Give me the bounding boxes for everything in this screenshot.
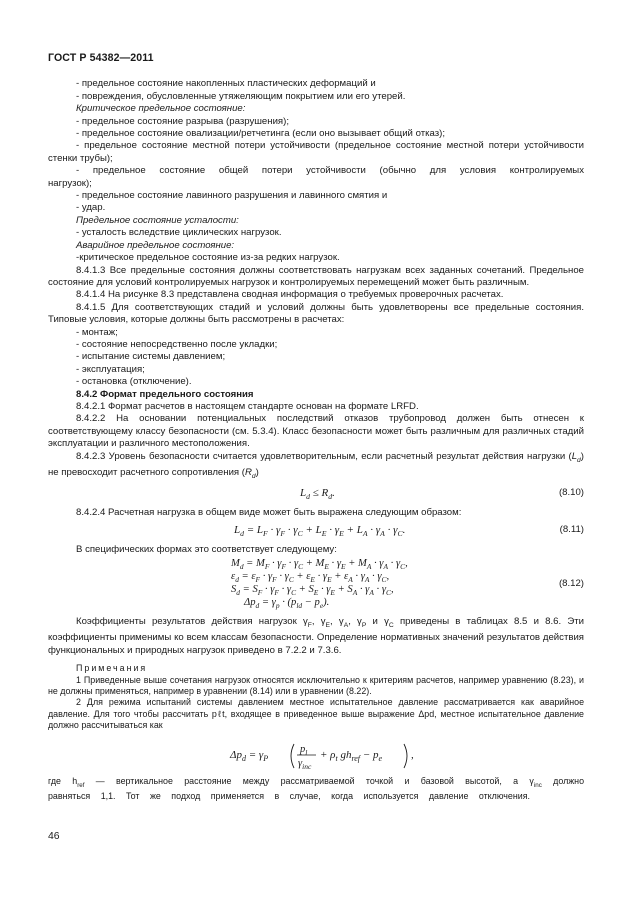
document-page: [48, 52, 584, 802]
text-line: -критическое предельное состояние из-за редких нагрузок.: [76, 252, 340, 264]
text-line: - предельное состояние накопленных пластических деформаций и: [76, 78, 376, 90]
notes-title: Примечания: [76, 663, 148, 674]
formula-expression: $L_d \le R_d$.: [300, 487, 335, 502]
text-line: - удар.: [76, 202, 106, 214]
formula-line: $M_d = M_F \cdot \gamma_F \cdot \gamma_C + M_E \cdot \gamma_E + M_A \cdot \gamma_A \cdot \gamma_C$,: [231, 558, 408, 572]
paragraph-specific-forms: В специфических формах это соответствует следующему:: [76, 543, 337, 555]
paragraph-8-4-1-4: 8.4.1.4 На рисунке 8.3 представлена сводная информация о требуемых проверочных расчетах.: [76, 289, 504, 301]
text-line: - предельное состояние местной потери устойчивости (предельное состояние местной потери устойчивости стенки трубы);: [48, 140, 584, 164]
paragraph-8-4-2-4: 8.4.2.4 Расчетная нагрузка в общем виде может быть выражена следующим образом:: [76, 507, 462, 519]
text-line: - предельное состояние разрыва (разрушения);: [76, 115, 289, 127]
text-line: - усталость вследствие циклических нагрузок.: [76, 227, 282, 239]
list-item: - монтаж;: [76, 326, 118, 338]
formula-number: (8.12): [558, 578, 584, 590]
svg-text:+ ρt ghref − pe: + $\rho_t$ $gh_{ref} - p_e$: [320, 748, 383, 763]
paragraph-8-4-2-2: 8.4.2.2 На основании потенциальных последствий отказов трубопровод должен быть отнесен к соответствующему классу безопасности (см. 5.3.4). Класс безопасности может быть различным для различных стадий эксплуатации и различного местоположения.: [48, 413, 584, 450]
formula-8-10: [48, 487, 584, 501]
text-line: - предельное состояние общей потери устойчивости (обычно для условия контролируемых нагрузок);: [48, 165, 584, 189]
formula-test-pressure: [48, 736, 584, 772]
note-2: 2 Для режима испытаний системы давлением местное испытательное давление рассматривается как аварийное давление. Для того чтобы рассчитать pℓt, входящее в приведенное выше выражение Δpd, местное испытательное давление должно рассчитываться как: [48, 697, 584, 731]
paragraph-8-4-2-1: 8.4.2.1 Формат расчетов в настоящем стандарте основан на формате LRFD.: [76, 400, 419, 412]
note-2-where: где $h_{ref}$ — вертикальное расстояние между рассматриваемой точкой и базовой высотой, а $\gamma_{inc}$ должно равняться 1,1. Тот же подход применяется в случае, когда используется давление отключения.: [48, 775, 585, 801]
note-1: 1 Приведенные выше сочетания нагрузок относятся исключительно к критериям расчетов, например уравнению (8.23), и не должны применяться, например в уравнении (8.14) или в уравнении (8.22).: [48, 674, 584, 696]
list-item: - эксплуатация;: [76, 363, 145, 375]
page-number: 46: [48, 831, 60, 842]
list-item: - остановка (отключение).: [76, 376, 192, 388]
subheading: Критическое предельное состояние:: [76, 103, 246, 115]
formula-svg: [48, 736, 584, 772]
svg-text:pl: $p_l$: [300, 743, 308, 757]
list-item: - состояние непосредственно после укладки;: [76, 338, 278, 350]
formula-line: $S_d = S_F \cdot \gamma_F \cdot \gamma_C + S_E \cdot \gamma_E + S_A \cdot \gamma_A \cdot \gamma_C$,: [231, 584, 394, 598]
formula-number: (8.10): [558, 487, 584, 499]
section-heading-8-4-2: 8.4.2 Формат предельного состояния: [76, 388, 254, 400]
formula-expression: $L_d = L_F \cdot \gamma_F \cdot \gamma_C + L_E \cdot \gamma_E + L_A \cdot \gamma_A \cdot \gamma_C$.: [234, 523, 406, 538]
paragraph-coefficients: Коэффициенты результатов действия нагрузок $\gamma_F$, $\gamma_E$, $\gamma_A$, $\gamma_P$ и $\gamma_C$ приведены в таблицах 8.5 и 8.6. Эти коэффициенты применимы ко всем классам безопасности. Определение нормативных значений результатов действия функциональных и природных нагрузок приведено в 7.2.2 и 7.3.6.: [48, 616, 584, 656]
formula-8-12: [48, 558, 584, 612]
list-item: - испытание системы давлением;: [76, 351, 226, 363]
text-line: - повреждения, обусловленные утяжеляющим покрытием или его утерей.: [76, 90, 406, 102]
document-header: ГОСТ Р 54382—2011: [48, 52, 154, 64]
text-line: - предельное состояние лавинного разрушения и лавинного смятия и: [76, 190, 388, 202]
formula-line: $\Delta p_d = \gamma_p \cdot (p_{ld} - p_e)$.: [244, 597, 330, 611]
formula-8-11: [48, 524, 584, 538]
paragraph-8-4-2-3: 8.4.2.3 Уровень безопасности считается удовлетворительным, если расчетный результат действия нагрузки $(L_d)$ не превосходит расчетного сопротивления $(R_d)$: [48, 450, 584, 480]
paragraph-8-4-1-3: 8.4.1.3 Все предельные состояния должны соответствовать нагрузкам всех заданных сочетаний. Предельное состояние для условий контролируемых нагрузок и контролируемых перемещений может быть различным.: [48, 264, 584, 288]
paragraph-8-4-1-5: 8.4.1.5 Для соответствующих стадий и условий должны быть удовлетворены все предельные состояния. Типовые условия, которые должны быть рассмотрены в расчетах:: [48, 301, 584, 326]
formula-number: (8.11): [559, 523, 584, 535]
formula-line: $\varepsilon_d = \varepsilon_F \cdot \gamma_F \cdot \gamma_C + \varepsilon_E \cdot \gamma_E + \varepsilon_A \cdot \gamma_A \cdot \gamma_C$,: [231, 571, 390, 585]
notes-block: [48, 663, 584, 802]
svg-text:Δpd = γP: $\Delta p_d = \gamma_P$: [230, 748, 269, 763]
svg-text:γinc: $\gamma_{inc}$: [298, 757, 312, 771]
subheading: Аварийное предельное состояние:: [76, 239, 235, 251]
subheading: Предельное состояние усталости:: [76, 214, 239, 226]
text-line: - предельное состояние овализации/ретчетинга (если оно вызывает общий отказ);: [76, 128, 445, 140]
svg-text:,: ,: [411, 748, 414, 761]
